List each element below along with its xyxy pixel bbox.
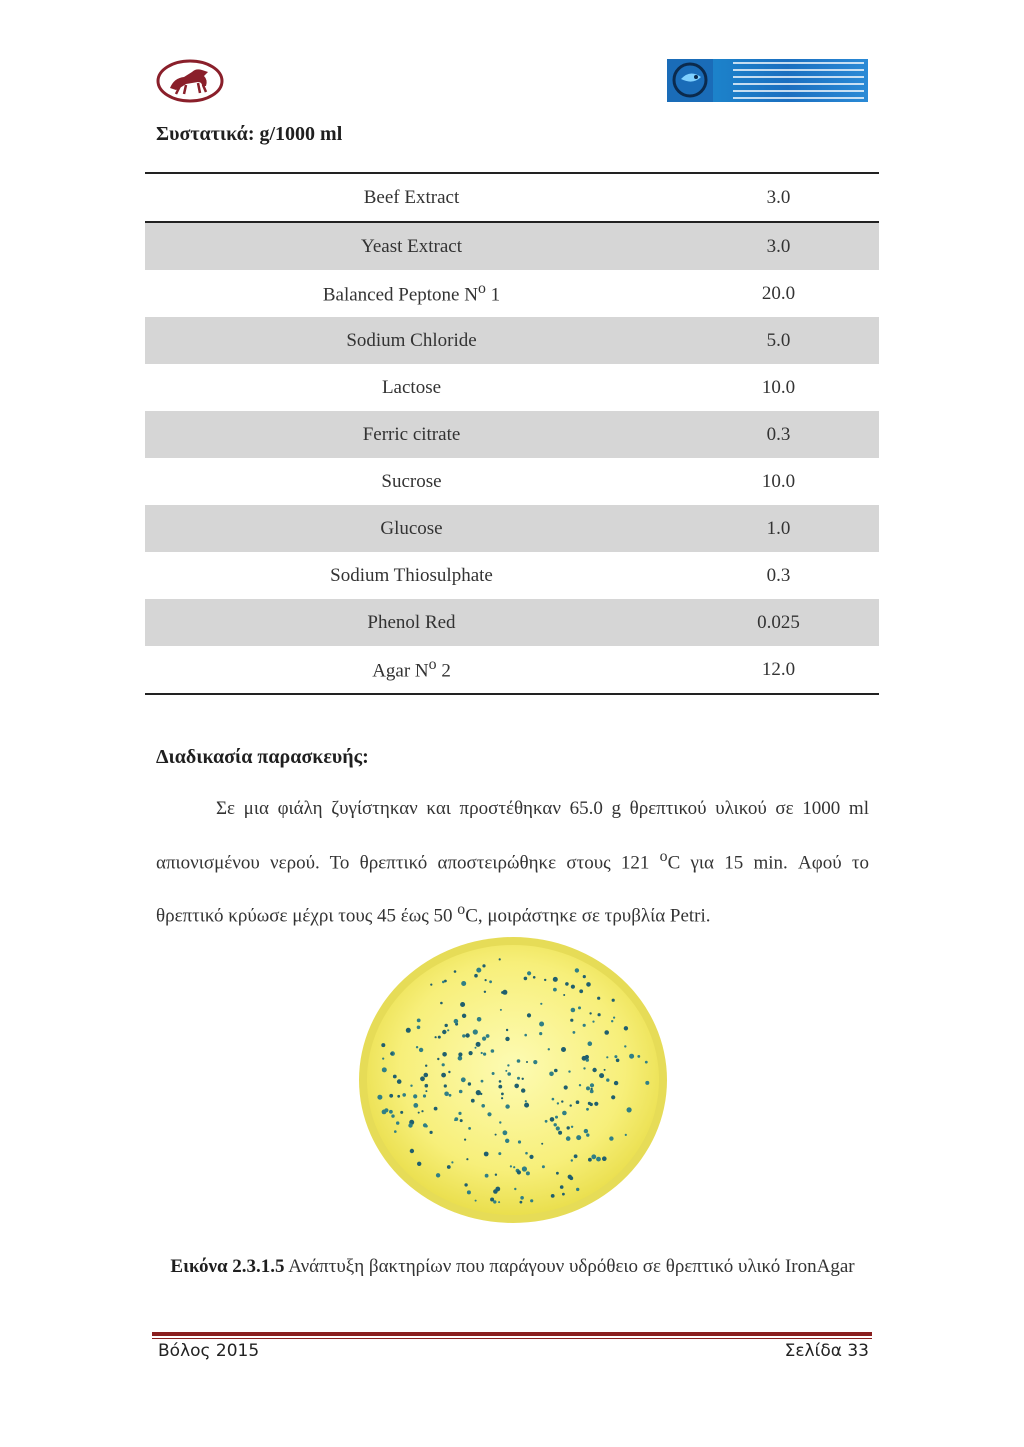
colony-dot xyxy=(637,1055,640,1058)
ingredient-name: Phenol Red xyxy=(145,599,678,646)
colony-dot xyxy=(425,1084,429,1088)
colony-dot xyxy=(624,1045,626,1047)
colony-dot xyxy=(444,1092,449,1097)
colony-dot xyxy=(576,1188,579,1191)
colony-dot xyxy=(437,1058,439,1060)
colony-dot xyxy=(499,958,501,960)
colony-dot xyxy=(518,1140,521,1143)
colony-dot xyxy=(522,1078,524,1080)
colony-dot xyxy=(442,1052,447,1057)
table-row xyxy=(145,599,879,646)
table-row xyxy=(145,552,879,599)
colony-dot xyxy=(565,982,569,986)
colony-dot xyxy=(381,1043,385,1047)
colony-dot xyxy=(491,1049,495,1053)
figure-label: Εικόνα 2.3.1.5 xyxy=(170,1256,285,1277)
colony-dot xyxy=(540,1003,542,1005)
colony-dot xyxy=(554,1069,558,1073)
colony-dot xyxy=(382,1058,384,1060)
colony-dot xyxy=(514,1084,519,1089)
colony-dot xyxy=(377,1095,382,1100)
colony-dot xyxy=(406,1028,411,1033)
table-row xyxy=(145,222,879,270)
colony-dot xyxy=(552,1098,555,1101)
ingredient-name: Sodium Chloride xyxy=(145,317,678,364)
colony-dot xyxy=(462,1014,466,1018)
colony-dot xyxy=(550,1117,555,1122)
colony-dot xyxy=(525,1152,528,1155)
colony-dot xyxy=(436,1173,440,1177)
colony-dot xyxy=(586,982,591,987)
colony-dot xyxy=(505,1070,507,1072)
colony-dot xyxy=(616,1059,620,1063)
procedure-title: Διαδικασία παρασκευής: xyxy=(156,746,369,768)
table-row xyxy=(145,458,879,505)
colony-dot xyxy=(567,1126,570,1129)
colony-dot xyxy=(441,1073,446,1078)
colony-dot xyxy=(442,1030,446,1034)
colony-dot xyxy=(613,1017,615,1019)
ingredient-name: Beef Extract xyxy=(145,173,678,222)
colony-dot xyxy=(396,1121,399,1124)
colony-dot xyxy=(394,1130,397,1133)
colony-dot xyxy=(448,1071,450,1073)
colony-dot xyxy=(501,1097,503,1099)
colony-dot xyxy=(493,1189,498,1194)
colony-dot xyxy=(624,1026,628,1030)
ingredient-value: 10.0 xyxy=(761,376,796,398)
colony-dot xyxy=(541,1143,543,1145)
colony-dot xyxy=(566,1136,571,1141)
colony-dot xyxy=(507,1064,509,1066)
colony-dot xyxy=(558,1131,562,1135)
colony-dot xyxy=(438,1036,441,1039)
colony-dot xyxy=(562,1193,565,1196)
footer-rule xyxy=(152,1332,872,1336)
colony-dot xyxy=(590,1088,592,1090)
figure-caption: Εικόνα 2.3.1.5 Ανάπτυξη βακτηρίων που παράγουν υδρόθειο σε θρεπτικό υλικό IronAgar xyxy=(170,1256,855,1277)
colony-dot xyxy=(402,1093,406,1097)
colony-dot xyxy=(520,1201,523,1204)
colony-dot xyxy=(400,1111,403,1114)
colony-dot xyxy=(578,1006,581,1009)
colony-dot xyxy=(585,1055,589,1059)
colony-dot xyxy=(503,1130,508,1135)
colony-dot xyxy=(502,990,507,995)
table-row xyxy=(145,411,879,458)
table-row xyxy=(145,317,879,364)
colony-dot xyxy=(602,1156,607,1161)
colony-dot xyxy=(418,1112,420,1114)
colony-dot xyxy=(454,1117,458,1121)
colony-dot xyxy=(525,1100,527,1102)
colony-dot xyxy=(533,1060,537,1064)
colony-dot xyxy=(425,1090,427,1092)
colony-dot xyxy=(526,1171,530,1175)
colony-dot xyxy=(475,1047,477,1049)
colony-dot xyxy=(481,1104,485,1108)
ingredient-value: 20.0 xyxy=(761,282,796,304)
colony-dot xyxy=(430,1131,433,1134)
colony-dot xyxy=(505,1139,509,1143)
ingredient-name: Agar $N^o$ 2 xyxy=(372,656,451,682)
colony-dot xyxy=(486,1034,490,1038)
colony-dot xyxy=(556,1126,560,1130)
colony-dot xyxy=(462,1034,465,1037)
colony-dot xyxy=(576,1135,581,1140)
colony-dot xyxy=(424,1073,429,1078)
colony-dot xyxy=(568,1070,570,1072)
table-row xyxy=(145,364,879,411)
colony-dot xyxy=(476,1042,481,1047)
colony-dot xyxy=(464,1183,467,1186)
colony-dot xyxy=(527,971,531,975)
colony-dot xyxy=(586,1133,589,1136)
colony-dot xyxy=(417,1026,421,1030)
colony-dot xyxy=(611,1020,613,1022)
ingredient-value: 12.0 xyxy=(761,658,796,680)
colony-dot xyxy=(553,988,557,992)
colony-dot xyxy=(454,970,457,973)
colony-dot xyxy=(562,1111,567,1116)
footer-location-year: Βόλος 2015 xyxy=(158,1341,260,1361)
colony-dot xyxy=(575,968,579,972)
footer-rule-thin xyxy=(152,1338,872,1339)
colony-dot xyxy=(454,1019,459,1024)
colony-dot xyxy=(588,1102,591,1105)
colony-dot xyxy=(413,1094,417,1098)
ingredient-name: Yeast Extract xyxy=(145,222,678,270)
table-row xyxy=(145,646,879,694)
colony-dot xyxy=(483,1053,486,1056)
colony-dot xyxy=(489,980,492,983)
colony-dot xyxy=(481,1052,483,1054)
colony-dot xyxy=(545,1120,548,1123)
colony-dot xyxy=(517,1170,521,1174)
university-logo xyxy=(156,58,224,104)
superscript: o xyxy=(457,901,466,919)
colony-dot xyxy=(507,1072,511,1076)
colony-dot xyxy=(419,1048,423,1052)
ingredient-name: Sodium Thiosulphate xyxy=(330,564,493,586)
colony-dot xyxy=(564,1085,568,1089)
colony-dot xyxy=(522,1166,527,1171)
colony-dot xyxy=(458,1112,461,1115)
ingredient-value: 5.0 xyxy=(678,317,879,364)
colony-dot xyxy=(625,1134,627,1136)
colony-dot xyxy=(604,1069,606,1071)
colony-dot xyxy=(484,991,486,993)
colony-dot xyxy=(524,977,528,981)
colony-dot xyxy=(389,1110,393,1114)
colony-dot xyxy=(425,1065,427,1067)
colony-dot xyxy=(500,1009,502,1011)
ingredient-name: Balanced Peptone $N^o$ 1 xyxy=(322,280,501,306)
colony-dot xyxy=(458,1056,463,1061)
colony-dot xyxy=(513,1166,515,1168)
colony-dot xyxy=(445,1024,448,1027)
colony-dot xyxy=(498,1201,500,1203)
colony-dot xyxy=(506,1029,508,1031)
colony-dot xyxy=(461,1077,466,1082)
colony-dot xyxy=(510,1165,512,1167)
colony-dot xyxy=(480,1093,482,1095)
colony-dot xyxy=(596,1157,601,1162)
colony-dot xyxy=(568,1175,572,1179)
colony-dot xyxy=(460,1002,465,1007)
colony-dot xyxy=(597,997,600,1000)
colony-dot xyxy=(571,1126,573,1128)
table-row xyxy=(145,270,879,317)
colony-dot xyxy=(614,1055,617,1058)
colony-dot xyxy=(458,1052,462,1056)
colony-dot xyxy=(465,1033,469,1037)
colony-dot xyxy=(413,1103,418,1108)
colony-dot xyxy=(420,1076,425,1081)
colony-dot xyxy=(447,1029,449,1031)
colony-dot xyxy=(498,1152,501,1155)
colony-dot xyxy=(498,1085,502,1089)
colony-dot xyxy=(410,1149,414,1153)
colony-dot xyxy=(533,976,536,979)
colony-dot xyxy=(442,1063,445,1066)
colony-dot xyxy=(390,1052,393,1055)
colony-dot xyxy=(397,1079,402,1084)
colony-dot xyxy=(539,1022,544,1027)
colony-dot xyxy=(555,1116,558,1119)
colony-dot xyxy=(556,1172,559,1175)
colony-dot xyxy=(440,1002,443,1005)
colony-dot xyxy=(468,1127,471,1130)
colony-dot xyxy=(495,1174,497,1176)
colony-dot xyxy=(460,1119,463,1122)
colony-dot xyxy=(590,1083,594,1087)
colony-dot xyxy=(529,1155,533,1159)
colony-dot xyxy=(447,1165,451,1169)
colony-dot xyxy=(520,1196,524,1200)
colony-dot xyxy=(563,994,565,996)
colony-dot xyxy=(548,1048,550,1050)
colony-dot xyxy=(592,1021,594,1023)
colony-dot xyxy=(384,1108,388,1112)
colony-dot xyxy=(473,1029,478,1034)
colony-dot xyxy=(571,1159,573,1161)
ingredient-value: 1.0 xyxy=(678,505,879,552)
colony-dot xyxy=(417,1019,421,1023)
superscript: o xyxy=(428,656,437,674)
colony-dot xyxy=(606,1056,608,1058)
colony-dot xyxy=(421,1110,423,1112)
ingredient-value: 10.0 xyxy=(761,470,796,492)
colony-dot xyxy=(583,1067,585,1069)
procedure-paragraph: Σε μια φιάλη ζυγίστηκαν και προστέθηκαν 65.0 g θρεπτικού υλικού σε 1000 ml απιονισμένου νερού. Το θρεπτικό αποστειρώθηκε στους 121 $^o$C για 15 min. Αφού το θρεπτικό κρύωσε μέχρι τους 45 έως 50 $^o$C, μοιράστηκε σε τρυβλία Petri. xyxy=(156,798,869,927)
table-row xyxy=(145,173,879,222)
colony-dot xyxy=(485,979,487,981)
colony-dot xyxy=(481,1080,484,1083)
colony-dot xyxy=(423,1094,426,1097)
colony-dot xyxy=(514,1188,516,1190)
colony-dot xyxy=(417,1162,421,1166)
colony-dot xyxy=(574,1154,578,1158)
colony-dot xyxy=(475,1200,477,1202)
colony-dot xyxy=(408,1123,412,1127)
colony-dot xyxy=(517,1059,521,1063)
colony-dot xyxy=(530,1199,533,1202)
colony-dot xyxy=(461,981,466,986)
colony-dot xyxy=(584,1129,588,1133)
colony-dot xyxy=(393,1075,397,1079)
superscript: o xyxy=(659,847,668,865)
colony-dot xyxy=(583,1024,586,1027)
colony-dot xyxy=(586,1086,590,1090)
horse-rider-seal-icon xyxy=(156,58,224,104)
colony-dot xyxy=(391,1114,394,1117)
ingredient-value: 3.0 xyxy=(678,173,879,222)
colony-dot xyxy=(594,1102,598,1106)
colony-dot xyxy=(588,1041,593,1046)
colony-dot xyxy=(444,1084,447,1087)
colony-dot xyxy=(487,1112,491,1116)
colony-dot xyxy=(521,1088,525,1092)
ingredient-name: Sucrose xyxy=(381,470,442,492)
colony-dot xyxy=(493,1200,496,1203)
ichthyology-fish-emblem-icon xyxy=(667,59,713,102)
colony-dot xyxy=(599,1073,604,1078)
colony-dot xyxy=(410,1085,412,1087)
department-logo-text-lines xyxy=(713,59,868,102)
colony-dot xyxy=(468,1082,471,1085)
colony-dot xyxy=(495,1134,497,1136)
ingredient-name: Lactose xyxy=(381,376,442,398)
colony-dot xyxy=(627,1107,632,1112)
colony-dot xyxy=(474,974,478,978)
ingredient-value: 0.3 xyxy=(766,564,791,586)
colony-dot xyxy=(573,1031,576,1034)
colony-dot xyxy=(579,1084,581,1086)
page-number: Σελίδα 33 xyxy=(784,1341,869,1361)
colony-dot xyxy=(459,1090,463,1094)
ingredient-name: Ferric citrate xyxy=(145,411,678,458)
department-logo xyxy=(667,59,868,102)
colony-dot xyxy=(561,1100,563,1102)
colony-dot xyxy=(544,979,546,981)
colony-dot xyxy=(609,1136,613,1140)
superscript: o xyxy=(477,280,486,298)
colony-dot xyxy=(588,1158,592,1162)
colony-dot xyxy=(484,1152,489,1157)
colony-dot xyxy=(549,1072,554,1077)
colony-dot xyxy=(551,1194,555,1198)
ingredient-name: Glucose xyxy=(145,505,678,552)
colony-dot xyxy=(645,1081,649,1085)
table-row xyxy=(145,505,879,552)
colony-dot xyxy=(598,1013,601,1016)
petri-dish-image xyxy=(356,934,670,1228)
colony-dot xyxy=(492,1072,495,1075)
colony-dot xyxy=(464,1139,466,1141)
colony-dot xyxy=(553,977,558,982)
colony-dot xyxy=(629,1054,634,1059)
colony-dot xyxy=(606,1078,609,1081)
colony-dot xyxy=(592,1068,596,1072)
colony-dot xyxy=(557,1102,559,1104)
colony-dot xyxy=(604,1030,609,1035)
colony-dot xyxy=(524,1103,529,1108)
colony-dot xyxy=(612,999,615,1002)
colony-dot xyxy=(571,1008,576,1013)
colony-dot xyxy=(467,1190,471,1194)
colony-dot xyxy=(435,1036,437,1038)
colony-dot xyxy=(589,1012,591,1014)
colony-dot xyxy=(449,1094,452,1097)
colony-dot xyxy=(570,1104,572,1106)
colony-dot xyxy=(611,1095,615,1099)
colony-dot xyxy=(579,989,583,993)
colony-dot xyxy=(499,1121,501,1123)
ingredient-value: 0.025 xyxy=(678,599,879,646)
colony-dot xyxy=(560,1185,564,1189)
colony-dot xyxy=(485,1174,489,1178)
colony-dot xyxy=(517,1077,520,1080)
colony-dot xyxy=(542,1165,545,1168)
colony-dot xyxy=(501,1093,504,1096)
colony-dot xyxy=(397,1095,400,1098)
colony-dot xyxy=(614,1081,618,1085)
colony-dot xyxy=(524,1034,527,1037)
colony-dot xyxy=(527,1013,531,1017)
ingredient-value: 0.3 xyxy=(678,411,879,458)
colony-dot xyxy=(583,975,586,978)
colony-dot xyxy=(570,1019,573,1022)
colony-dot xyxy=(425,1125,428,1128)
colony-dot xyxy=(434,1107,438,1111)
colony-dot xyxy=(382,1067,387,1072)
colony-dot xyxy=(554,1123,557,1126)
colony-dot xyxy=(471,1099,475,1103)
colony-dot xyxy=(499,1080,502,1083)
colony-dot xyxy=(416,1046,418,1048)
colony-dot xyxy=(389,1094,393,1098)
colony-dot xyxy=(466,1158,468,1160)
ingredients-title: Συστατικά: g/1000 ml xyxy=(156,123,343,145)
colony-dot xyxy=(505,1104,509,1108)
colony-dot xyxy=(482,1037,486,1041)
ingredients-table xyxy=(145,172,879,695)
colony-dot xyxy=(476,968,481,973)
colony-dot xyxy=(645,1061,648,1064)
colony-dot xyxy=(561,1047,566,1052)
colony-dot xyxy=(576,1100,580,1104)
colony-dot xyxy=(482,964,485,967)
colony-dot xyxy=(505,1037,509,1041)
colony-dot xyxy=(430,984,432,986)
colony-dot xyxy=(591,1154,596,1159)
colony-dot xyxy=(586,1108,589,1111)
ingredient-value: 3.0 xyxy=(678,222,879,270)
colony-dot xyxy=(469,1051,473,1055)
colony-dot xyxy=(451,1161,453,1163)
colony-dot xyxy=(526,1061,528,1063)
colony-dot xyxy=(442,981,445,984)
colony-dot xyxy=(539,1032,542,1035)
colony-dot xyxy=(571,985,575,989)
colony-dot xyxy=(477,1017,482,1022)
